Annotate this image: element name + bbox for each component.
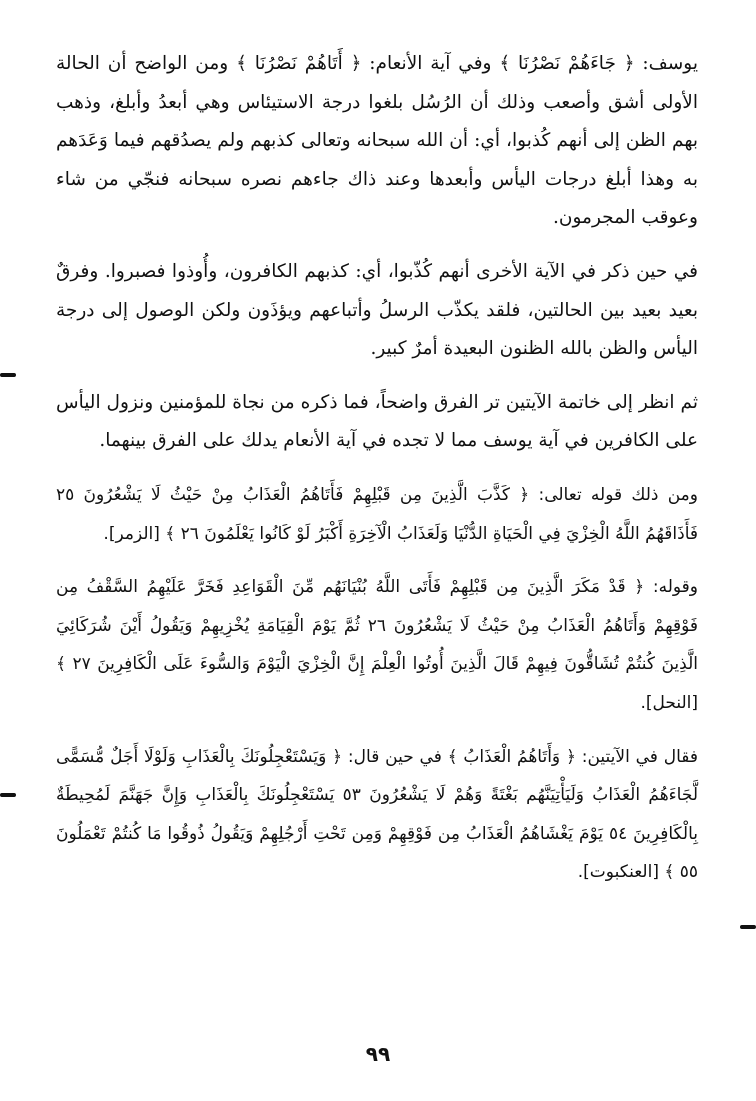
scan-edge-mark	[740, 925, 756, 929]
paragraph-yusuf-anam: يوسف: ﴿ جَاءَهُمْ نَصْرُنَا ﴾ وفي آية الأنعام: ﴿ أَتَاهُمْ نَصْرُنَا ﴾ ومن الواضح أن الحالة الأولى أشق وأصعب وذلك أن الرُسُل بلغوا درجة الاستيئاس وهي أبعدُ وأبلغ، وذهب بهم الظن إلى أنهم كُذبوا، أي: أن الله سبحانه وتعالى كذبهم ولم يصدُقهم فيما وَعَدَهم به وهذا أبلغ درجات اليأس وأبعدها وعند ذاك جاءهم نصره سبحانه فنجّي من شاء وعوقب المجرمون.	[56, 53, 698, 229]
page-body	[56, 45, 698, 892]
paragraph-zumar: ومن ذلك قوله تعالى: ﴿ كَذَّبَ الَّذِينَ مِن قَبْلِهِمْ فَأَتَاهُمُ الْعَذَابُ مِنْ حَيْثُ لَا يَشْعُرُونَ ٢٥ فَأَذَاقَهُمُ اللَّهُ الْخِزْيَ فِي الْحَيَاةِ الدُّنْيَا وَلَعَذَابُ الْآخِرَةِ أَكْبَرُ لَوْ كَانُوا يَعْلَمُونَ ٢٦ ﴾ [الزمر].	[56, 484, 698, 544]
page-number: ٩٩	[365, 1042, 391, 1066]
scan-edge-mark	[0, 793, 16, 797]
paragraph-khatimah: ثم انظر إلى خاتمة الآيتين تر الفرق واضحاً، فما ذكره من نجاة للمؤمنين ونزول اليأس على الكافرين في آية يوسف مما لا تجده في آية الأنعام يدلك على الفرق بينهما.	[56, 391, 698, 452]
paragraph-ankabut: فقال في الآيتين: ﴿ وَأَتَاهُمُ الْعَذَابُ ﴾ في حين قال: ﴿ وَيَسْتَعْجِلُونَكَ بِالْعَذَابِ وَلَوْلَا أَجَلٌ مُّسَمًّى لَّجَاءَهُمُ الْعَذَابُ وَلَيَأْتِيَنَّهُم بَغْتَةً وَهُمْ لَا يَشْعُرُونَ ٥٣ يَسْتَعْجِلُونَكَ بِالْعَذَابِ وَإِنَّ جَهَنَّمَ لَمُحِيطَةٌ بِالْكَافِرِينَ ٥٤ يَوْمَ يَغْشَاهُمُ الْعَذَابُ مِن فَوْقِهِمْ وَمِن تَحْتِ أَرْجُلِهِمْ وَيَقُولُ ذُوقُوا مَا كُنتُمْ تَعْمَلُونَ ٥٥ ﴾ [العنكبوت].	[56, 746, 699, 883]
scan-edge-mark	[0, 373, 16, 377]
paragraph-nahl: وقوله: ﴿ قَدْ مَكَرَ الَّذِينَ مِن قَبْلِهِمْ فَأَتَى اللَّهُ بُنْيَانَهُم مِّنَ الْقَوَاعِدِ فَخَرَّ عَلَيْهِمُ السَّقْفُ مِن فَوْقِهِمْ وَأَتَاهُمُ الْعَذَابُ مِنْ حَيْثُ لَا يَشْعُرُونَ ٢٦ ثُمَّ يَوْمَ الْقِيَامَةِ يُخْزِيهِمْ وَيَقُولُ أَيْنَ شُرَكَائِيَ الَّذِينَ كُنتُمْ تُشَاقُّونَ فِيهِمْ قَالَ الَّذِينَ أُوتُوا الْعِلْمَ إِنَّ الْخِزْيَ الْيَوْمَ وَالسُّوءَ عَلَى الْكَافِرِينَ ٢٧ ﴾ [النحل].	[56, 577, 698, 713]
paragraph-kuzzibu: في حين ذكر في الآية الأخرى أنهم كُذّبوا، أي: كذبهم الكافرون، وأُوذوا فصبروا. وفرقٌ بعيد بعيد بين الحالتين، فلقد يكذّب الرسلُ وأتباعهم ويؤذَون ولكن الوصول إلى درجة اليأس والظن بالله الظنون البعيدة أمرٌ كبير.	[56, 260, 698, 360]
